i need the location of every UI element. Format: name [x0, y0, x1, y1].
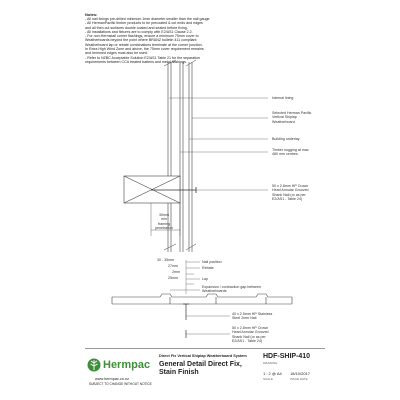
label-line: Steel 2mm Nail: [232, 316, 257, 321]
dim-25mm: 25mm: [168, 276, 178, 280]
label-line: Head Annular Grooved: [272, 188, 309, 193]
subject-notice: SUBJECT TO CHANGE WITHOUT NOTICE: [89, 382, 152, 386]
label-line: Shank Nail (or as per: [272, 192, 306, 197]
label-lap: Lap: [202, 277, 208, 281]
notes-block: [85, 12, 325, 64]
board-profile-top: [112, 294, 292, 297]
scale-label: SCALE: [263, 377, 273, 381]
label-line: 30mm: [158, 213, 169, 217]
label-crown-nail: [272, 184, 309, 201]
nail-vertical-section: [151, 187, 196, 193]
label-timber-nogging: [272, 148, 309, 157]
note-line: requirements between CCA treated battens and metal flashings.: [85, 59, 187, 64]
brand-website: www.hermpac.co.nz: [95, 377, 129, 381]
timber-nogging: [124, 176, 180, 203]
label-line: 50 x 2.8mm HP Crown: [232, 326, 269, 330]
label-line: Selected Herman Pacific: [272, 111, 312, 115]
drawing-title: General Detail Direct Fix, Stain Finish: [159, 361, 242, 376]
label-line: framing: [158, 221, 170, 226]
dim-30-35: 30 - 35mm: [157, 258, 175, 262]
label-line: E2/AS1 - Table 24): [272, 196, 303, 201]
label-internal-lining: Internal lining: [272, 96, 294, 100]
hermpac-leaf-logo-icon: [87, 358, 101, 372]
label-line: Expansion / contraction gap between: [202, 285, 261, 289]
drawing-scale: 1 : 2 @ A4: [263, 371, 282, 376]
dim-2mm: 2mm: [172, 270, 180, 274]
label-line: Head Annular Grooved: [232, 330, 269, 335]
note-line: In Extra High Wind Zone and above, the 75mm cover requirement remains: [85, 47, 204, 52]
title-block: [85, 348, 325, 389]
label-line: Weatherboards: [202, 289, 227, 294]
label-framing-penetration: [155, 213, 173, 230]
note-line: - All HermanPacific timber products to be precoated & cut ends and edges: [85, 21, 203, 26]
note-line: Weatherboards beyond the point where BRANZ bulletin 411 compliant: [85, 38, 197, 43]
label-line: min: [161, 217, 167, 222]
label-line: 40 x 2.5mm HP Stainless: [232, 312, 273, 316]
label-line: E2/AS1 - Table 24): [232, 338, 263, 343]
note-line: and hemmed edges must also be used.: [85, 51, 148, 56]
note-line: and all then cut surfaces double coated and sealed before fixing.: [85, 25, 188, 30]
label-weatherboard: [272, 111, 311, 124]
label-building-underlay: Building underlay: [272, 137, 300, 141]
issue-date: 18/10/2017: [290, 371, 311, 376]
label-nail-position: Nail position: [202, 260, 222, 264]
label-line: Vertical Shiplap: [272, 115, 297, 120]
label-line: Shank Nail (or as per: [232, 334, 266, 339]
notes-title: Notes:: [85, 12, 98, 17]
drawing-number: HDF-SHIP-410: [263, 353, 311, 360]
label-expansion: [202, 285, 261, 294]
label-line: Timber nogging at max: [272, 148, 309, 152]
note-line: - For non-Hermstall corner flashings, ensure a minimum 75mm cover to: [85, 34, 199, 39]
label-crown-nail-2: [232, 326, 269, 343]
break-mark-bottom-2: [186, 244, 196, 250]
dim-27mm: 27mm: [168, 264, 178, 268]
note-line: Weatherboard lap or rebate combinations terminate at the corner junction.: [85, 42, 203, 47]
label-line: 50 x 2.8mm HP Crown: [272, 184, 309, 188]
label-stainless-nail: [232, 312, 272, 321]
break-mark-bottom: [164, 244, 176, 250]
label-line: penetration: [155, 225, 173, 230]
system-name: Direct Fix Vertical Shiplap Weatherboard System: [159, 354, 247, 358]
label-line: 480 mm centres: [272, 152, 298, 157]
note-line: - Refer to NZBC Acceptable Solution E2/AS1 Table 21 for the separation: [85, 55, 200, 60]
drawing-label: DRAWING: [263, 361, 278, 365]
brand-name: Hermpac: [103, 359, 151, 371]
note-line: - All nail fixings pre-drilled minimum 1mm diameter smaller than the nail gauge.: [85, 17, 211, 21]
label-line: Weatherboard: [272, 119, 295, 124]
label-rebate: Rebate: [202, 266, 214, 270]
issue-date-label: ISSUE DATE: [290, 377, 308, 381]
note-line: - All installations and fixtures are to comply with E2/AS1 Clause 2.2.: [85, 29, 193, 34]
